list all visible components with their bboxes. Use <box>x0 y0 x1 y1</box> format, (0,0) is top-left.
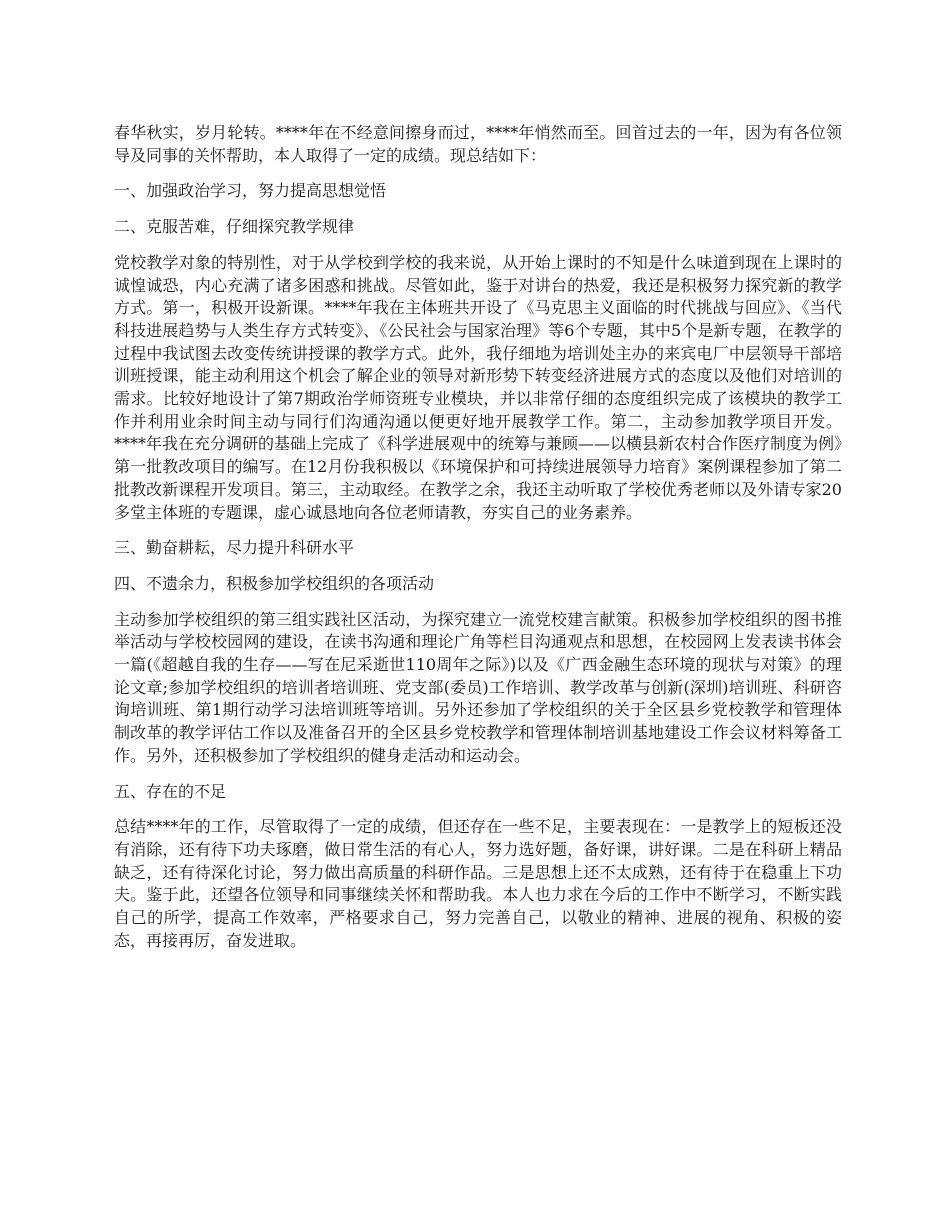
section-heading-5: 五、存在的不足 <box>114 781 227 801</box>
section-heading-3: 三、勤奋耕耘，尽力提升科研水平 <box>114 538 355 558</box>
section-2-paragraph: 党校教学对象的特别性，对于从学校到学校的我来说，从开始上课时的不知是什么味道到现在上课时的诚惶诚恐，内心充满了诸多困惑和挑战。尽管如此，鉴于对讲台的热爱，我还是积极努力探究新的教学方式。第一，积极开设新课。****年我在主体班共开设了《马克思主义面临的时代挑战与回应》、《当代科技进展趋势与人类生存方式转变》、《公民社会与国家治理》等6个专题，其中5个是新专题，在教学的过程中我试图去改变传统讲授课的教学方式。此外，我仔细地为培训处主办的来宾电厂中层领导干部培训班授课，能主动利用这个机会了解企业的领导对新形势下转变经济进展方式的态度以及他们对培训的需求。比较好地设计了第7期政治学师资班专业模块，并以非常仔细的态度组织完成了该模块的教学工作并利用业余时间主动与同行们沟通沟通以便更好地开展教学工作。第二，主动参加教学项目开发。****年我在充分调研的基础上完成了《科学进展观中的统筹与兼顾——以横县新农村合作医疗制度为例》第一批教改项目的编写。在12月份我积极以《环境保护和可持续进展领导力培育》案例课程参加了第二批教改新课程开发项目。第三，主动取经。在教学之余，我还主动听取了学校优秀老师以及外请专家20多堂主体班的专题课，虚心诚恳地向各位老师请教，夯实自己的业务素养。 <box>114 252 843 522</box>
section-heading-2: 二、克服苦难，仔细探究教学规律 <box>114 217 355 237</box>
section-heading-1: 一、加强政治学习，努力提高思想觉悟 <box>114 181 387 201</box>
document-body <box>114 122 842 966</box>
section-heading-4: 四、不遗余力，积极参加学校组织的各项活动 <box>114 573 435 593</box>
section-5-paragraph: 总结****年的工作，尽管取得了一定的成绩，但还存在一些不足，主要表现在：一是教学上的短板还没有消除，还有待下功夫琢磨，做日常生活的有心人，努力选好题，备好课，讲好课。二是在科研上精品缺乏，还有待深化讨论，努力做出高质量的科研作品。三是思想上还不太成熟，还有待于在稳重上下功夫。鉴于此，还望各位领导和同事继续关怀和帮助我。本人也力求在今后的工作中不断学习，不断实践自己的所学，提高工作效率，严格要求自己，努力完善自己，以敬业的精神、进展的视角、积极的姿态，再接再厉，奋发进取。 <box>114 817 842 950</box>
intro-paragraph: 春华秋实，岁月轮转。****年在不经意间擦身而过，****年悄然而至。回首过去的一年，因为有各位领导及同事的关怀帮助，本人取得了一定的成绩。现总结如下： <box>114 123 842 165</box>
section-4-paragraph: 主动参加学校组织的第三组实践社区活动，为探究建立一流党校建言献策。积极参加学校组织的图书推举活动与学校校园网的建设，在读书沟通和理论广角等栏目沟通观点和思想，在校园网上发表读书体会一篇(《超越自我的生存——写在尼采逝世110周年之际》)以及《广西金融生态环境的现状与对策》的理论文章;参加学校组织的培训者培训班、党支部(委员)工作培训、教学改革与创新(深圳)培训班、科研咨询培训班、第1期行动学习法培训班等培训。另外还参加了学校组织的关于全区县乡党校教学和管理体制改革的教学评估工作以及准备召开的全区县乡党校教学和管理体制培训基地建设工作会议材料筹备工作。另外，还积极参加了学校组织的健身走活动和运动会。 <box>114 609 842 765</box>
